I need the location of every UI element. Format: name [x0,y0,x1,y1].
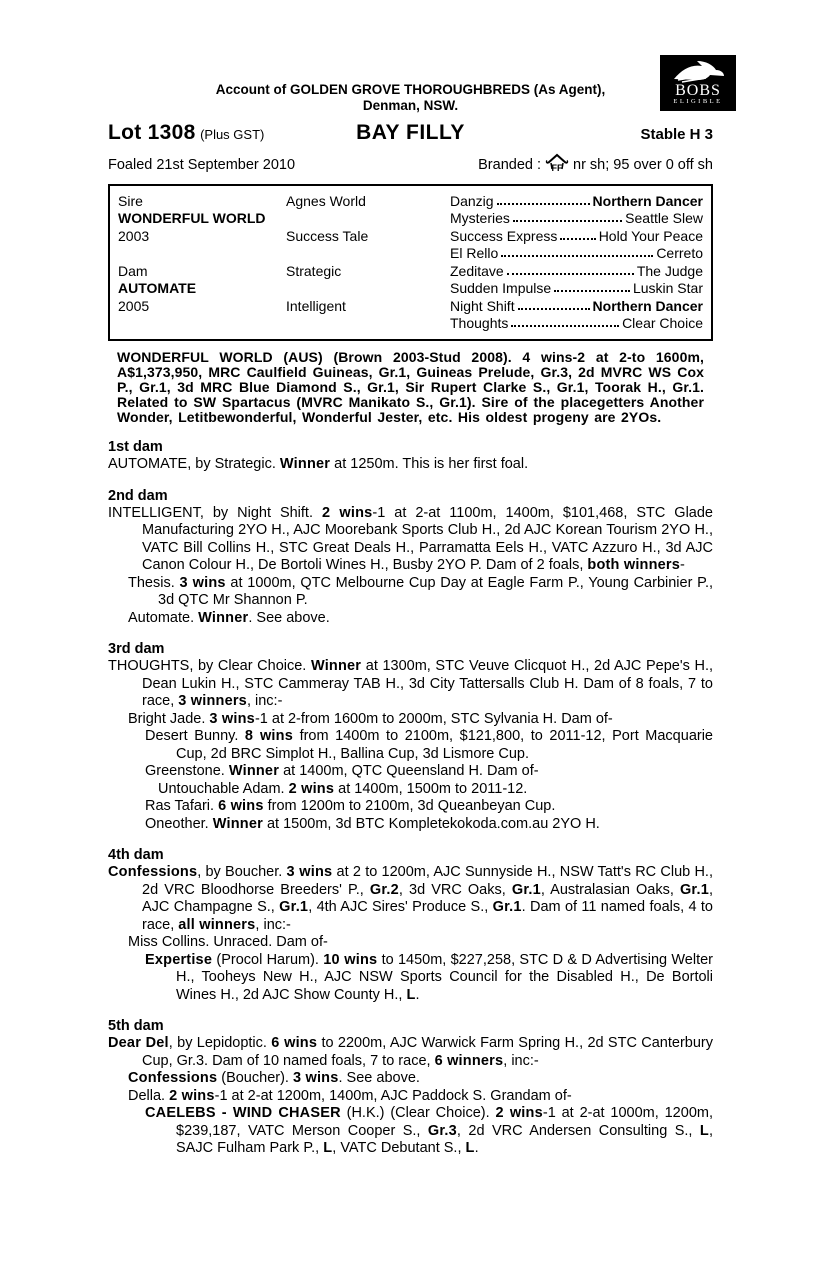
progeny-record: Della. 2 wins-1 at 2-at 1200m, 1400m, AJC Paddock S. Grandam of- [128,1087,572,1104]
progeny-record: CAELEBS - WIND CHASER (H.K.) (Clear Choice). 2 wins-1 at 2-at 1000m, 1200m, $239,187, VATC Merson Cooper S., Gr.3, 2d VRC Andersen Consulting S., L, SAJC Fulham Park P., L, VATC Debutant S., L. [145,1105,713,1156]
ancestor-row: Night Shift Northern Dancer [450,297,703,314]
branded-info [478,154,713,176]
horse-title: BAY FILLY [356,121,465,144]
ancestor-row: Danzig Northern Dancer [450,192,703,209]
account-location: Denman, NSW. [362,98,459,113]
section-heading: 1st dam [108,439,163,455]
sire-label: Sire [118,192,143,209]
ancestor-row: Zeditave The Judge [450,262,703,279]
section-4th-dam [108,846,713,1004]
sire-name: WONDERFUL WORLD [118,210,266,227]
dam-record: INTELLIGENT, by Night Shift. 2 wins-1 at 2-at 1100m, 1400m, $101,468, STC Glade Manufacturing 2YO H., AJC Moorebank Sports Club H., 2d AJC Korean Tourism 2YO H., VATC Bill Collins H., STC Great Deals H., Parramatta Eels H., VATC Azzuro H., 3d AJC Canon Colour H., De Bortoli Wines H., Busby 2YO P. Dam of 2 foals, both winners- [108,504,713,573]
foaled-date: Foaled 21st September 2010 [108,157,296,173]
sire-granddam: Success Tale [286,227,369,244]
dot-leader [497,203,590,205]
dot-leader [501,255,653,257]
sire-description: WONDERFUL WORLD (AUS) (Brown 2003-Stud 2008). 4 wins-2 at 2-to 1600m, A$1,373,950, MRC Caulfield Guineas, Gr.1, Guineas Prelude, Gr.3, 2d MVRC WS Cox P., Gr.1, 3d MRC Blue Diamond S., Gr.1, Sir Rupert Clarke S., Gr.1, Toorak H., Gr.1. Related to SW Spartacus (MVRC Manikato S., Gr.1). Sire of the placegetters Another Wonder, Letitbewonderful, Wonderful Jester, etc. His oldest progeny are 2YOs. [117,349,704,425]
branded-label: Branded : [478,157,542,173]
badge-title: BOBS [675,82,721,99]
progeny-record: Bright Jade. 3 wins-1 at 2-from 1600m to 2000m, STC Sylvania H. Dam of- [128,710,613,727]
progeny-record: Oneother. Winner at 1500m, 3d BTC Kompletekokoda.com.au 2YO H. [145,815,600,832]
progeny-record: Confessions (Boucher). 3 wins. See above. [128,1070,420,1086]
badge-subtitle: ELIGIBLE [673,98,723,105]
dot-leader [513,220,622,222]
progeny-record: Greenstone. Winner at 1400m, QTC Queensland H. Dam of- [145,763,539,779]
ancestor-row: Success Express Hold Your Peace [450,227,703,244]
account-block [108,82,713,114]
section-3rd-dam [108,640,713,833]
progeny-record: Thesis. 3 wins at 1000m, QTC Melbourne Cup Day at Eagle Farm P., Young Carbinier P., 3d QTC Mr Shannon P. [128,574,713,608]
stable-number: Stable H 3 [640,126,714,143]
horse-head-icon [668,59,728,83]
ancestor-row: Sudden Impulse Luskin Star [450,280,703,297]
dot-leader [511,325,619,327]
ancestor-row: Thoughts Clear Choice [450,315,703,332]
sire-year: 2003 [118,227,150,244]
ancestor-row: El Rello Cerreto [450,245,703,262]
dot-leader [507,273,634,275]
progeny-record: Expertise (Procol Harum). 10 wins to 1450m, $227,258, STC D & D Advertising Welter H., Tooheys New H., AJC NSW Sports Council for the Disabled H., De Bortoli Wines H., 2d AJC Show County H., L. [145,951,713,1003]
progeny-record: Desert Bunny. 8 wins from 1400m to 2100m, $121,800, to 2011-12, Port Macquarie Cup, 2d BRC Simplot H., Ballina Cup, 3d Lismore Cup. [145,728,713,762]
lot-row [108,121,713,145]
brand-mark-icon [545,152,569,174]
dot-leader [518,308,590,310]
section-heading: 2nd dam [108,487,168,504]
dot-leader [554,290,630,292]
progeny-record: Ras Tafari. 6 wins from 1200m to 2100m, 3d Queanbeyan Cup. [145,798,556,814]
section-heading: 4th dam [108,847,164,863]
dam-record: AUTOMATE, by Strategic. Winner at 1250m. This is her first foal. [108,456,529,472]
section-heading: 3rd dam [108,641,165,657]
dam-name: AUTOMATE [118,280,197,297]
foaled-row [108,154,713,176]
dam-year: 2005 [118,297,150,314]
dot-leader [560,238,595,240]
sire-grandsire: Agnes World [286,192,366,209]
progeny-record: Miss Collins. Unraced. Dam of- [128,934,328,950]
progeny-record: Automate. Winner. See above. [128,609,330,626]
dam-record: Confessions, by Boucher. 3 wins at 2 to 1200m, AJC Sunnyside H., NSW Tatt's RC Club H., 2d VRC Bloodhorse Breeders' P., Gr.2, 3d VRC Oaks, Gr.1, Australasian Oaks, Gr.1, AJC Champagne S., Gr.1, 4th AJC Sires' Produce S., Gr.1. Dam of 11 named foals, 4 to race, all winners, inc:- [108,864,713,933]
dam-granddam: Intelligent [286,297,346,314]
lot-number: Lot 1308 [108,121,196,144]
dam-label: Dam [118,262,148,279]
branded-description: nr sh; 95 over 0 off sh [573,157,713,173]
ancestor-row: Mysteries Seattle Slew [450,210,703,227]
lot-gst-note: (Plus GST) [200,127,265,142]
svg-text:FF: FF [551,163,563,173]
pedigree-table [108,184,713,341]
account-line: Account of GOLDEN GROVE THOROUGHBREDS (As Agent), [215,82,606,97]
section-2nd-dam [108,487,713,628]
bobs-eligible-badge [660,55,736,111]
section-1st-dam [108,438,713,474]
section-5th-dam [108,1017,713,1158]
progeny-record: Untouchable Adam. 2 wins at 1400m, 1500m to 2011-12. [158,780,528,797]
dam-record: THOUGHTS, by Clear Choice. Winner at 1300m, STC Veuve Clicquot H., 2d AJC Pepe's H., Dean Lukin H., STC Cammeray TAB H., 3d City Tattersalls Club H. Dam of 8 foals, 7 to race, 3 winners, inc:- [108,658,713,709]
dam-grandsire: Strategic [286,262,342,279]
dam-record: Dear Del, by Lepidoptic. 6 wins to 2200m, AJC Warwick Farm Spring H., 2d STC Canterbury Cup, Gr.3. Dam of 10 named foals, 7 to race, 6 winners, inc:- [108,1035,713,1069]
section-heading: 5th dam [108,1018,164,1034]
